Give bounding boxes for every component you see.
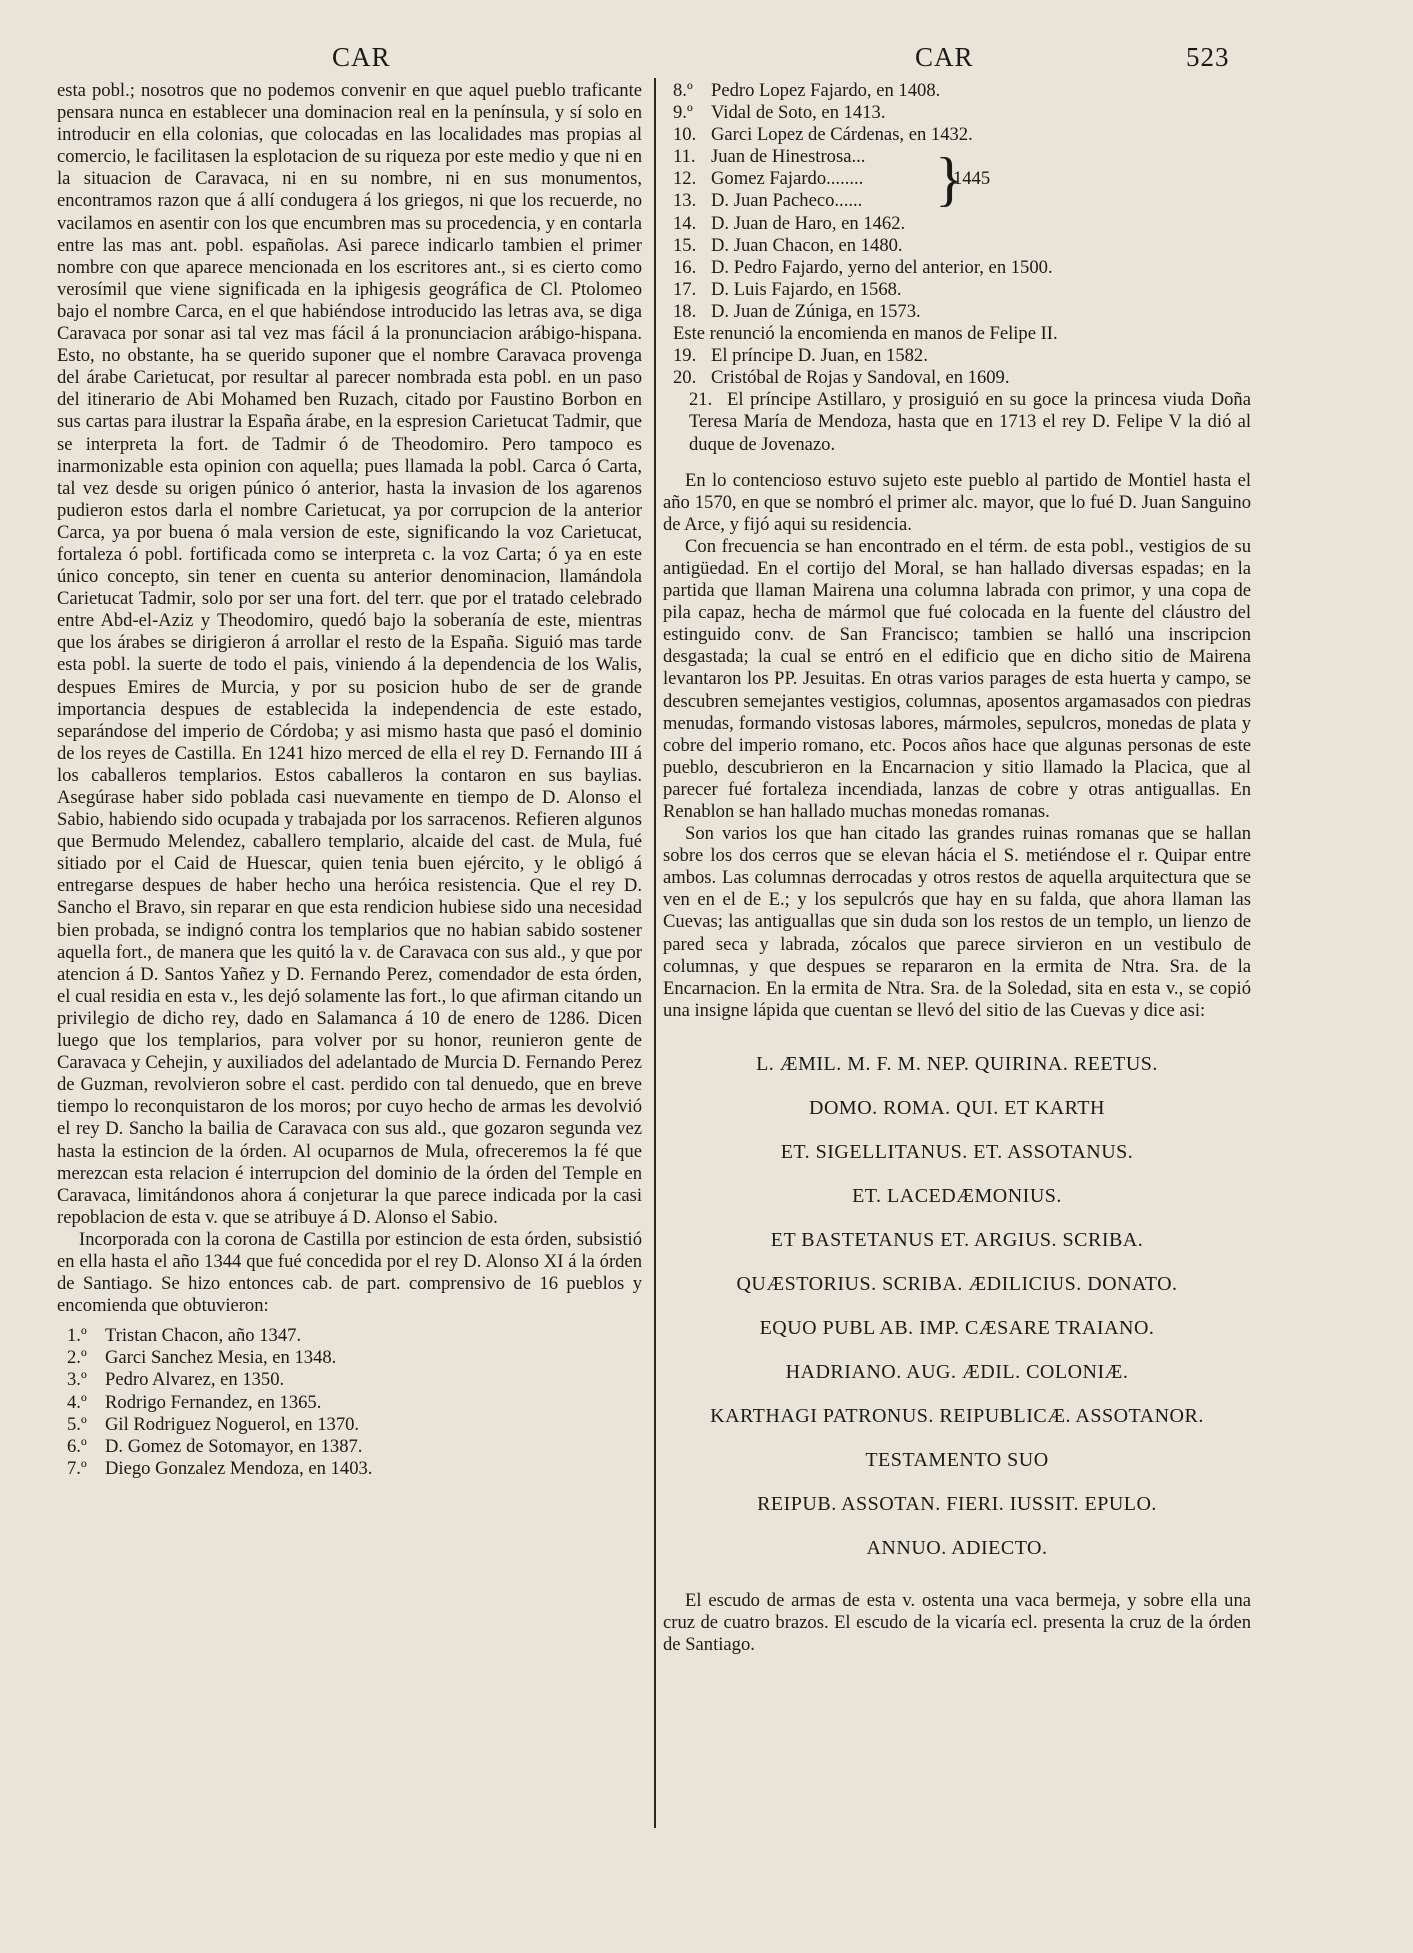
list-text: D. Juan Chacon, en 1480. <box>711 234 903 256</box>
list-text: D. Juan de Haro, en 1462. <box>711 212 906 234</box>
list-number: 2.º <box>67 1347 87 1369</box>
list-note: Este renunció la encomienda en manos de Felipe II. <box>673 323 1058 345</box>
list-number: 20. <box>673 367 697 389</box>
inscription-line: TESTAMENTO SUO <box>865 1448 1049 1471</box>
list-item <box>57 1458 642 1480</box>
inscription-line: ET BASTETANUS ET. ARGIUS. SCRIBA. <box>770 1228 1144 1251</box>
list-item <box>663 80 1251 102</box>
brace-glyph: } <box>935 146 964 213</box>
list-number: 11. <box>673 146 696 168</box>
list-text: Cristóbal de Rojas y Sandoval, en 1609. <box>711 367 1010 389</box>
list-text: Pedro Lopez Fajardo, en 1408. <box>711 80 941 101</box>
list-text: Gomez Fajardo........ <box>711 168 864 190</box>
commander-list-continued <box>663 80 1251 456</box>
inscription-line: HADRIANO. AUG. ÆDIL. COLONIÆ. <box>785 1360 1129 1383</box>
list-item <box>663 124 1251 146</box>
list-item <box>663 279 1251 301</box>
list-text: El príncipe Astillaro, y prosiguió en su goce la princesa viuda Doña Teresa María de Mendoza, hasta que en 1713 el rey D. Felipe V la dió al duque de Jovenazo. <box>689 389 1251 455</box>
list-item <box>663 235 1251 257</box>
list-number: 16. <box>673 256 697 278</box>
inscription-line: DOMO. ROMA. QUI. ET KARTH <box>809 1096 1105 1119</box>
paragraph-closing: El escudo de armas de esta v. ostenta una vaca bermeja, y sobre ella una cruz de cuatro brazos. El escudo de la vicaría ecl. presenta la cruz de la órden de Santiago. <box>663 1589 1251 1656</box>
list-text: Vidal de Soto, en 1413. <box>711 102 886 124</box>
list-item <box>663 345 1251 367</box>
list-number: 5.º <box>67 1413 87 1435</box>
list-number: 4.º <box>67 1391 87 1413</box>
list-item <box>57 1325 642 1347</box>
inscription-line: ET. SIGELLITANUS. ET. ASSOTANUS. <box>780 1140 1134 1163</box>
paragraph: Son varios los que han citado las grandes ruinas romanas que se hallan sobre los dos cerros que se elevan hácia el S. metiéndose el r. Quipar entre ambos. Las columnas derrocadas y otros restos de aquella arquitectura que se ven en el de E.; y los sepulcrós que hay en su falda, que ahora llaman las Cuevas; las antiguallas que sin duda son los restos de un templo, un lienzo de pared seca y labrada, zócalos que parece sirvieron en un vestibulo de columnas, y que despues se repararon en la ermita de Ntra. Sra. de la Encarnacion. En la ermita de Ntra. Sra. de la Soledad, sita en esta v., se copió una insigne lápida que cuentan se llevó del sitio de las Cuevas y dice asi: <box>663 823 1251 1021</box>
list-text: D. Luis Fajardo, en 1568. <box>711 278 902 300</box>
running-head-right: CAR <box>915 42 974 72</box>
list-text: Rodrigo Fernandez, en 1365. <box>105 1391 322 1413</box>
list-item <box>57 1414 642 1436</box>
inscription-line: EQUO PUBL AB. IMP. CÆSARE TRAIANO. <box>759 1316 1155 1339</box>
list-item <box>57 1369 642 1391</box>
paragraph: Con frecuencia se han encontrado en el térm. de esta pobl., vestigios de su antigüedad. En el cortijo del Moral, se han hallado diversas espadas; en la partida que llaman Mairena una columna labrada con primor, y una copa de pila capaz, hecha de mármol que fué colocada en la fuente del cláustro del estinguido conv. de San Francisco; tambien se halló una inscripcion desgastada; la cual se entró en el edificio que en dicho sitio de Mairena levantaron los PP. Jesuitas. En otras varios parages de esta huerta y campo, se descubren semejantes vestigios, columnas, aposentos argamasados con piedras menudas, formando vistosas labores, mármoles, sepulcros, monedas de plata y cobre del imperio romano, etc. Pocos años hace que algunas personas de este pueblo, descubrieron en la Encarnacion y sitio llamado la Placica, que al parecer fué fortaleza incendiada, lanzas de cobre y otras antiguallas. En Renablon se han hallado muchas monedas romanas. <box>663 535 1251 822</box>
left-column <box>57 80 642 1480</box>
list-number: 21. <box>689 389 713 411</box>
list-number: 13. <box>673 190 697 212</box>
list-number: 14. <box>673 212 697 234</box>
list-text: Pedro Alvarez, en 1350. <box>105 1369 285 1391</box>
list-number: 6.º <box>67 1435 87 1457</box>
inscription-line: L. ÆMIL. M. F. M. NEP. QUIRINA. REETUS. <box>756 1052 1158 1075</box>
list-number: 15. <box>673 234 697 256</box>
list-number: 3.º <box>67 1369 87 1391</box>
list-text: Garci Sanchez Mesia, en 1348. <box>105 1347 337 1369</box>
list-number: 18. <box>673 300 697 322</box>
list-text: D. Pedro Fajardo, yerno del anterior, en 1500. <box>711 256 1053 278</box>
inscription-line: QUÆSTORIUS. SCRIBA. ÆDILICIUS. DONATO. <box>736 1272 1178 1295</box>
running-head-left: CAR <box>332 42 391 72</box>
commander-list <box>57 1325 642 1480</box>
column-divider <box>654 78 656 1828</box>
list-item <box>57 1392 642 1414</box>
list-number: 19. <box>673 345 697 367</box>
list-text: Garci Lopez de Cárdenas, en 1432. <box>711 124 973 146</box>
brace-year: 1445 <box>953 168 991 190</box>
list-number: 1.º <box>67 1325 87 1347</box>
list-number: 8.º <box>673 80 693 101</box>
inscription-line: ET. LACEDÆMONIUS. <box>852 1184 1062 1207</box>
list-text: Tristan Chacon, año 1347. <box>105 1325 302 1347</box>
list-item <box>663 367 1251 389</box>
list-text: El príncipe D. Juan, en 1582. <box>711 345 928 367</box>
list-item <box>57 1347 642 1369</box>
list-item <box>663 102 1251 124</box>
list-number: 17. <box>673 278 697 300</box>
inscription-line: ANNUO. ADIECTO. <box>866 1536 1048 1559</box>
list-text: Gil Rodriguez Noguerol, en 1370. <box>105 1413 360 1435</box>
latin-inscription <box>663 1042 1251 1570</box>
list-number: 12. <box>673 168 697 190</box>
list-number: 7.º <box>67 1457 87 1479</box>
list-text: Diego Gonzalez Mendoza, en 1403. <box>105 1457 373 1479</box>
brace-group <box>663 146 1251 212</box>
list-number: 9.º <box>673 102 693 124</box>
inscription-line: REIPUB. ASSOTAN. FIERI. IUSSIT. EPULO. <box>757 1492 1157 1515</box>
list-item <box>663 257 1251 279</box>
list-text: D. Juan de Zúniga, en 1573. <box>711 300 921 322</box>
list-item <box>663 213 1251 235</box>
list-number: 10. <box>673 124 697 146</box>
paragraph: esta pobl.; nosotros que no podemos convenir en que aquel pueblo traficante pensara nunca en establecer una dominacion real en la península, y sí solo en introducir en ella colonias, que colocadas en las localidades mas propias al comercio, le facilitasen la esplotacion de su riqueza por este medio y que ni en la situacion de Caravaca, ni en su nombre, ni en sus monumentos, encontramos razon que á allí condugera á los griegos, ni que los recuerde, no vacilamos en asentir con los que encumbren mas su procedencia, y en contarla entre las mas ant. pobl. españolas. Asi parece indicarlo tambien el primer nombre con que aparece mencionada en los escritores ant., si es cierto como verosímil que viene significada en la iphigesis geográfica de Cl. Ptolomeo bajo el nombre Carca, en el que habiéndose introducido las letras ava, se diga Caravaca por sonar asi tal vez mas fácil á la pronunciacion arábigo-hispana. Esto, no obstante, ha se querido suponer que el nombre Caravaca provenga del árabe Carietucat, por resultar al parecer nombrada esta pobl. en un paso del itinerario de Abi Mohamed ben Ruzach, citado por Faustino Borbon en sus cartas para ilustrar la España árabe, en la espresion Carietucat Tadmir, que se interpreta la fort. de Tadmir ó de Theodomiro. Pero tampoco es inarmonizable esta opinion con aquella; pues llamada la pobl. Carca ó Carta, tal vez desde su origen púnico ó anterior, hasta la invasion de los agarenos pudieron estos darla el nombre Carietucat, ya por corrupcion de la anterior Carca, ya por buena ó mala version de este, significando la voz Carietucat, fortaleza ó pobl. fortificada como se interpreta c. la voz Carta; ó ya en este único concepto, sin tener en cuenta su anterior denominacion, llamándola Carietucat Tadmir, solo por ser una fort. del terr. que por el tratado celebrado entre Abd-el-Aziz y Theodomiro, quedó bajo la soberanía de este, mientras que los árabes se dirigieron á arrollar el resto de la España. Siguió mas tarde esta pobl. la suerte de todo el pais, viniendo á la dependencia de los Walis, despues Emires de Murcia, y por su posicion hubo de ser de grande importancia despues de establecida la independencia de este estado, separándose del imperio de Córdoba; y asi mismo hasta que pasó el dominio de los reyes de Castilla. En 1241 hizo merced de ella el rey D. Fernando III á los caballeros templarios. Estos caballeros la contaron en sus baylias. Asegúrase haber sido poblada casi nuevamente en tiempo de D. Alonso el Sabio, habiendo sido ocupada y trabajada por los sarracenos. Refieren algunos que Bermudo Melendez, caballero templario, alcaide del cast. de Mula, fué sitiado por el Caid de Huescar, quien tenia buen ejército, y le obligó á entregarse despues de haber hecho una heróica resistencia. Que el rey D. Sancho el Bravo, sin reparar en que esta rendicion hubiese sido una necesidad bien probada, se indignó contra los templarios que no habian sabido sostener aquella fort., de manera que les quitó la v. de Caravaca con sus ald., y que por atencion á D. Santos Yañez y D. Fernando Perez, comendador de esta órden, el cual residia en esta v., les dejó solamente las fort., lo que afirman citando un privilegio de dicho rey, dado en Salamanca á 10 de enero de 1286. Dicen luego que los templarios, para volver por su honor, reunieron gente de Caravaca y Cehejin, y auxiliados del adelantado de Murcia D. Fernando Perez de Guzman, revolvieron sobre el cast. perdido con tal denuedo, que en breve tiempo lo reconquistaron de los moros; por cuyo hecho de armas les devolvió el rey D. Sancho la bailia de Caravaca con sus ald., que gozaron segunda vez hasta la estincion de la órden. Al ocuparnos de Mula, ofreceremos la fé que merezcan esta relacion é interrupcion del dominio de la órden del Temple en Caravaca, limitándonos ahora á conjeturar la que parece indicada por la casi repoblacion de esta v. que se atribuye á D. Alonso el Sabio. <box>57 80 642 1228</box>
paragraph: En lo contencioso estuvo sujeto este pueblo al partido de Montiel hasta el año 1570, en que se nombró el primer alc. mayor, que lo fué D. Juan Sanguino de Arce, y fijó aqui su residencia. <box>663 469 1251 535</box>
right-column <box>663 80 1251 1656</box>
inscription-line: KARTHAGI PATRONUS. REIPUBLICÆ. ASSOTANOR. <box>710 1404 1204 1427</box>
paragraph: Incorporada con la corona de Castilla por estincion de esta órden, subsistió en ella hasta el año 1344 que fué concedida por el rey D. Alonso XI á la órden de Santiago. Se hizo entonces cab. de part. comprensivo de 16 pueblos y encomienda que obtuvieron: <box>57 1228 642 1317</box>
list-text: Juan de Hinestrosa... <box>711 146 866 168</box>
list-text: D. Gomez de Sotomayor, en 1387. <box>105 1435 363 1457</box>
list-item <box>663 389 1251 455</box>
list-item <box>57 1436 642 1458</box>
list-item <box>663 301 1251 323</box>
list-text: D. Juan Pacheco...... <box>711 190 863 212</box>
page-number: 523 <box>1186 42 1230 72</box>
